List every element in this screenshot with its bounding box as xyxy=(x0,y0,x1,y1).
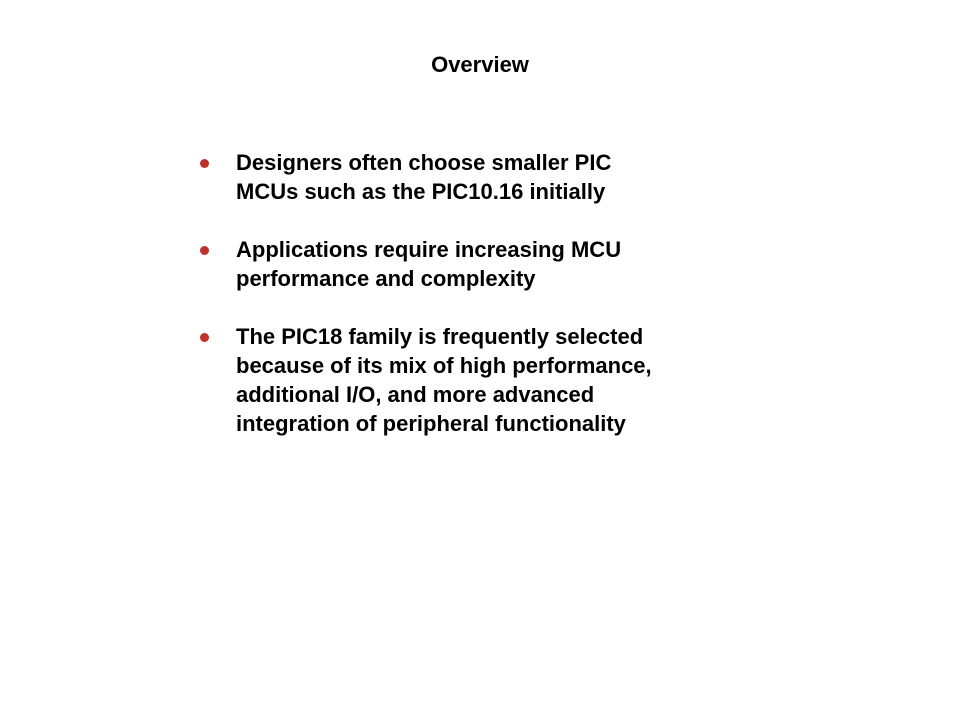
bullet-item xyxy=(196,148,796,206)
bullet-list xyxy=(196,148,796,467)
slide-title: Overview xyxy=(431,52,529,77)
bullet-line: Designers often choose smaller PIC xyxy=(236,150,612,175)
bullet-line: MCUs such as the PIC10.16 initially xyxy=(236,179,606,204)
bullet-dot-icon xyxy=(200,159,209,168)
bullet-item xyxy=(196,235,796,293)
bullet-line: performance and complexity xyxy=(236,266,536,291)
bullet-dot-icon xyxy=(200,246,209,255)
bullet-dot-icon xyxy=(200,333,209,342)
bullet-line: The PIC18 family is frequently selected xyxy=(236,324,644,349)
bullet-item xyxy=(196,322,796,438)
bullet-line: because of its mix of high performance, xyxy=(236,353,652,378)
bullet-line: additional I/O, and more advanced xyxy=(236,382,595,407)
bullet-line: integration of peripheral functionality xyxy=(236,411,626,436)
bullet-line: Applications require increasing MCU xyxy=(236,237,622,262)
